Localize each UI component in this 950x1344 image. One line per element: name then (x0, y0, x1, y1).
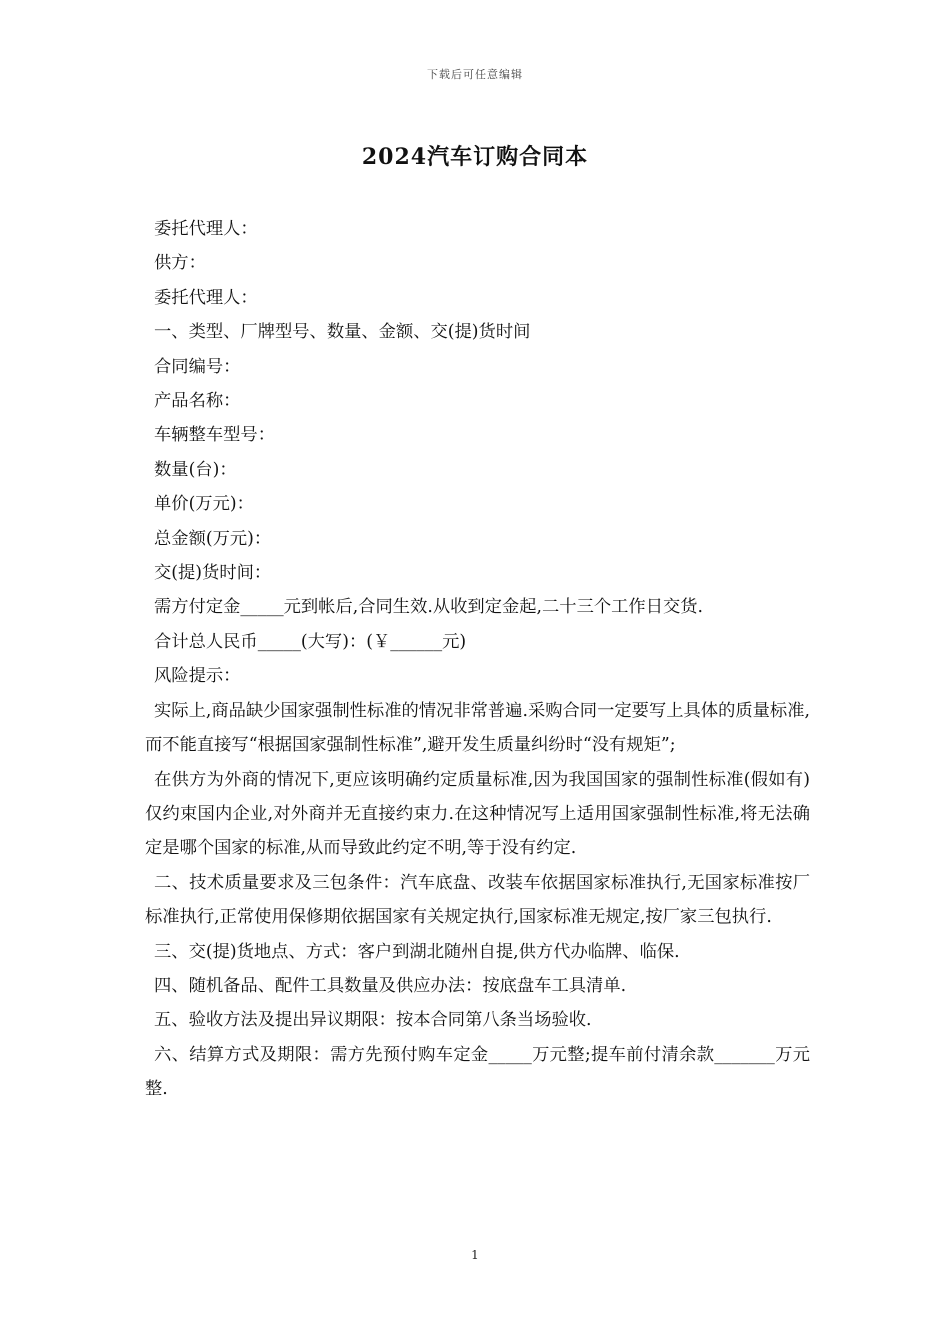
deposit-line: 需方付定金_____元到帐后,合同生效.从收到定金起,二十三个工作日交货. (154, 597, 704, 618)
risk-paragraph-2: 在供方为外商的情况下,更应该明确约定质量标准,因为我国国家的强制性标准(假如有)仅约束国内企业,对外商并无直接约束力.在这种情况写上适用国家强制性标准,将无法确定是哪个国家的标准,从而导致此约定不明,等于没有约定. (145, 769, 810, 859)
header-note: 下载后可任意编辑 (427, 68, 523, 81)
document-body (145, 212, 810, 1107)
total-amount-line: 总金额(万元)： (154, 528, 272, 549)
risk-paragraph-1: 实际上,商品缺少国家强制性标准的情况非常普遍.采购合同一定要写上具体的质量标准,而不能直接写“根据国家强制性标准”,避开发生质量纠纷时“没有规矩”; (145, 700, 810, 756)
entrusted-agent-line-2: 委托代理人： (154, 287, 258, 308)
section-3-paragraph: 三、交(提)货地点、方式：客户到湖北随州自提,供方代办临牌、临保. (154, 941, 680, 962)
total-rmb-line: 合计总人民币_____(大写)：(￥______元) (154, 631, 467, 652)
page-number: 1 (471, 1248, 479, 1262)
supplier-line: 供方： (154, 253, 206, 274)
section-5-paragraph: 五、验收方法及提出异议期限：按本合同第八条当场验收. (154, 1010, 592, 1031)
risk-warning-heading: 风险提示： (154, 666, 241, 687)
section-4-paragraph: 四、随机备品、配件工具数量及供应办法：按底盘车工具清单. (154, 975, 627, 996)
section-6-paragraph: 六、结算方式及期限：需方先预付购车定金_____万元整;提车前付清余款_______万元整. (145, 1044, 810, 1100)
document-title: 2024汽车订购合同本 (361, 144, 589, 170)
delivery-time-line: 交(提)货时间： (154, 563, 272, 584)
contract-number-line: 合同编号： (154, 356, 241, 377)
product-name-line: 产品名称： (154, 391, 241, 412)
section-2-paragraph: 二、技术质量要求及三包条件：汽车底盘、改装车依据国家标准执行,无国家标准按厂标准执行,正常使用保修期依据国家有关规定执行,国家标准无规定,按厂家三包执行. (145, 872, 810, 928)
vehicle-model-line: 车辆整车型号： (154, 425, 275, 446)
section-1-heading: 一、类型、厂牌型号、数量、金额、交(提)货时间 (154, 322, 531, 343)
quantity-line: 数量(台)： (154, 459, 237, 480)
unit-price-line: 单价(万元)： (154, 494, 254, 515)
entrusted-agent-line-1: 委托代理人： (154, 219, 258, 239)
